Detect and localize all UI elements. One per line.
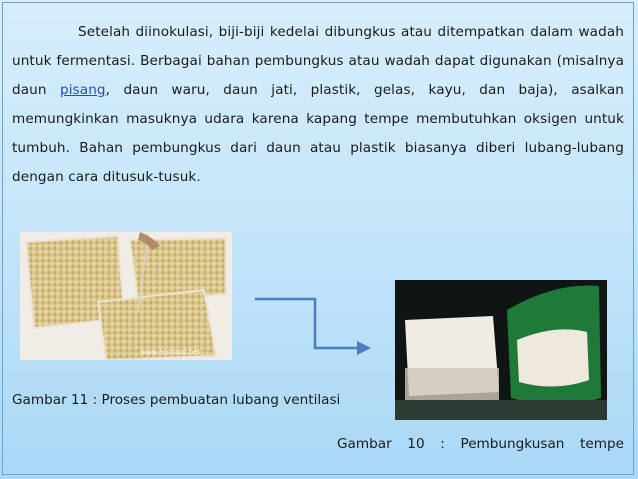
caption-word: : [440,436,445,452]
body-paragraph [12,18,624,192]
photo-plastic-bags [20,232,232,360]
caption-figure-11: Gambar 11 : Proses pembuatan lubang ventilasi [12,392,341,408]
watermark-text: www.ecofood.net [140,348,201,356]
arrow-icon [255,296,373,358]
paragraph-text-1: Setelah diinokulasi, biji-biji kedelai dibungkus atau ditempatkan dalam wadah untuk fermentasi. Berbagai bahan pembungkus atau wadah dapat digunakan (misalnya daun [12,24,624,98]
caption-word: tempe [580,436,624,452]
caption-word: Gambar [337,436,392,452]
caption-word: Pembungkusan [460,436,565,452]
caption-figure-10 [337,436,624,452]
pisang-link[interactable]: pisang [59,82,106,98]
paragraph-text-2: , daun waru, daun jati, plastik, gelas, kayu, dan baja), asalkan memungkinkan masuknya udara karena kapang tempe membutuhkan oksigen untuk tumbuh. Bahan pembungkus dari daun atau plastik biasanya diberi lubang-lubang dengan cara ditusuk-tusuk. [12,82,625,185]
caption-word: 10 [407,436,425,452]
photo-tempe-wrapping [395,280,607,420]
